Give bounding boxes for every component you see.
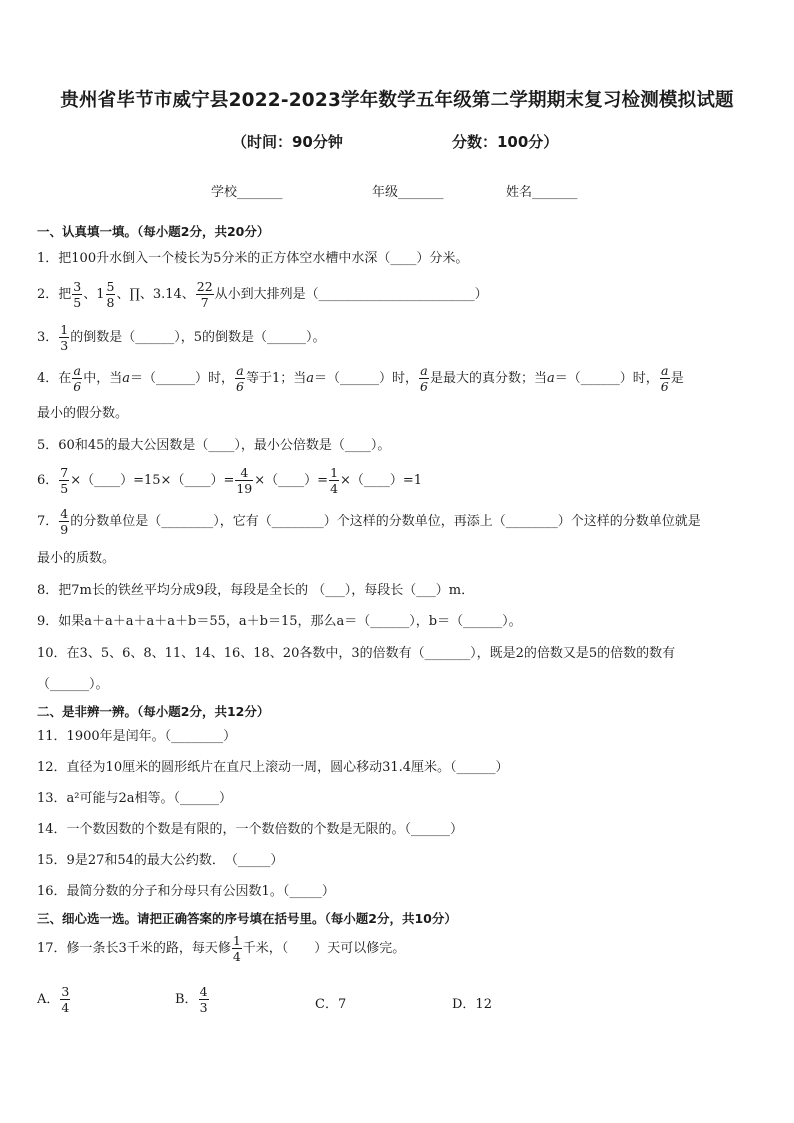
question-6: [37, 465, 422, 496]
section-3-heading: 三、细心选一选。请把正确答案的序号填在括号里。（每小题2分，共10分）: [37, 911, 457, 926]
q2-f1-den: 5: [73, 295, 82, 310]
q6-t3: ×（____）=1: [340, 473, 423, 488]
q6-t1: ×（____）=15×（____）=: [70, 473, 235, 488]
q6-fraction-3: [329, 465, 339, 496]
q3-f1-num: 1: [60, 322, 69, 337]
q2-fraction-1: [72, 279, 82, 310]
q2-suffix: 从小到大排列是（________________________）: [214, 287, 488, 302]
option-b-num: 4: [199, 984, 208, 999]
q17-f1-den: 4: [232, 949, 241, 964]
q7-prefix: 7．: [37, 514, 59, 529]
q6-f2-num: 4: [235, 465, 253, 481]
q4-t3: 等于1；当: [245, 371, 307, 386]
grade-field[interactable]: 年级_______: [372, 185, 444, 200]
q4-fraction-1: [72, 363, 82, 394]
q7-fraction: [59, 506, 69, 537]
q2-sep2: 、∏、3.14、: [116, 287, 195, 302]
option-a-label: A．: [37, 992, 60, 1007]
question-9: 9．如果a＋a＋a＋a＋a＋b＝55，a＋b＝15，那么a＝（______），b＝（______）。: [37, 614, 522, 629]
q2-f2-den: 8: [106, 295, 115, 310]
option-a-fraction: [60, 984, 70, 1015]
question-13: 13．a²可能与2a相等。（______）: [37, 791, 233, 806]
option-b-label: B．: [175, 992, 198, 1007]
question-3: [37, 322, 326, 353]
q4-fraction-3: [419, 363, 429, 394]
section-2-heading: 二、是非辨一辨。（每小题2分，共12分）: [37, 704, 270, 719]
q4-fa4-num: a: [661, 363, 669, 378]
q4-t2: ＝（______）时，: [130, 371, 235, 386]
q4-fa2-num: a: [236, 363, 244, 378]
q7-suffix: 的分数单位是（________），它有（________）个这样的分数单位，再添上（________）个这样的分数单位就是: [70, 514, 701, 529]
exam-score: 分数：100分）: [452, 133, 559, 151]
q4-t7: 是: [670, 371, 684, 386]
question-14: 14．一个数因数的个数是有限的，一个数倍数的个数是无限的。（______）: [37, 822, 464, 837]
question-16: 16．最简分数的分子和分母只有公因数1。（_____）: [37, 884, 335, 899]
q4-var-a-3: a: [547, 371, 555, 386]
q2-f2-num: 5: [106, 279, 115, 294]
q6-t2: ×（____）=: [254, 473, 329, 488]
q17-prefix: 17．修一条长3千米的路，每天修: [37, 941, 231, 956]
q4-t5: 是最大的真分数；当: [430, 371, 548, 386]
q6-fraction-2: [235, 465, 253, 496]
question-12: 12．直径为10厘米的圆形纸片在直尺上滚动一周，圆心移动31.4厘米。（______）: [37, 760, 509, 775]
q4-fa-num: a: [73, 363, 81, 378]
q7-f1-den: 9: [60, 522, 69, 537]
q4-var-a-1: a: [122, 371, 131, 386]
q17-suffix: 千米，（ ）天可以修完。: [242, 941, 406, 956]
q2-f3-num: 22: [196, 279, 213, 294]
q4-fa2-den: 6: [236, 379, 244, 394]
option-b-fraction: [199, 984, 209, 1015]
q3-prefix: 3．: [37, 330, 59, 345]
exam-time: （时间：90分钟: [232, 133, 343, 151]
question-7-line-2: 最小的质数。: [37, 551, 116, 566]
q7-f1-num: 4: [60, 506, 69, 521]
q2-f3-den: 7: [200, 295, 209, 310]
question-10-line-2: （______）。: [37, 677, 109, 692]
q6-f2-den: 19: [236, 481, 253, 496]
q2-prefix: 2．把: [37, 287, 72, 302]
question-4-line-2: 最小的假分数。: [37, 406, 129, 421]
question-1: 1．把100升水倒入一个棱长为5分米的正方体空水槽中水深（____）分米。: [37, 251, 469, 266]
q4-t1: 中，当: [83, 371, 123, 386]
q3-fraction: [59, 322, 69, 353]
q4-fa3-den: 6: [420, 379, 428, 394]
question-4: [37, 363, 684, 394]
question-17: [37, 933, 405, 964]
q2-sep1: 、1: [83, 287, 105, 302]
q6-fraction-1: [59, 465, 69, 496]
q4-fraction-2: [235, 363, 245, 394]
q3-suffix: 的倒数是（______），5的倒数是（______）。: [70, 330, 326, 345]
option-b-den: 3: [199, 1000, 208, 1015]
name-field[interactable]: 姓名_______: [506, 185, 578, 200]
q6-f3-num: 1: [330, 465, 339, 480]
option-d[interactable]: D．12: [452, 997, 492, 1012]
question-8: 8．把7m长的铁丝平均分成9段，每段是全长的 （___），每段长（___）m．: [37, 583, 475, 598]
page-title: 贵州省毕节市威宁县2022-2023学年数学五年级第二学期期末复习检测模拟试题: [60, 90, 734, 111]
q2-f1-num: 3: [73, 279, 82, 294]
option-a-num: 3: [61, 984, 70, 999]
q4-fa3-num: a: [420, 363, 428, 378]
question-11: 11．1900年是闰年。（________）: [37, 729, 237, 744]
q4-fraction-4: [660, 363, 670, 394]
q6-f1-den: 5: [60, 481, 69, 496]
question-5: 5．60和45的最大公因数是（____），最小公倍数是（____）。: [37, 438, 391, 453]
q4-prefix: 4．在: [37, 371, 72, 386]
section-1-heading: 一、认真填一填。（每小题2分，共20分）: [37, 224, 270, 239]
q4-fa4-den: 6: [660, 379, 669, 394]
q4-var-a-2: a: [306, 371, 315, 386]
question-7: [37, 506, 701, 537]
option-c[interactable]: C．7: [315, 997, 347, 1012]
q17-f1-num: 1: [232, 933, 241, 948]
question-15: 15．9是27和54的最大公约数． （_____）: [37, 853, 284, 868]
q3-f1-den: 3: [60, 338, 69, 353]
q4-t4: ＝（______）时，: [314, 371, 419, 386]
option-a-den: 4: [61, 1000, 70, 1015]
q6-f1-num: 7: [60, 465, 69, 480]
q2-fraction-3: [196, 279, 214, 310]
option-b[interactable]: [175, 984, 210, 1015]
q2-fraction-2: [106, 279, 116, 310]
q6-prefix: 6．: [37, 473, 59, 488]
school-field[interactable]: 学校_______: [211, 185, 283, 200]
q17-fraction: [232, 933, 242, 964]
q4-t6: ＝（______）时，: [554, 371, 659, 386]
question-10: 10．在3、5、6、8、11、14、16、18、20各数中，3的倍数有（_______），既是2的倍数又是5的倍数的数有: [37, 646, 676, 661]
q4-fa-den: 6: [73, 379, 82, 394]
q6-f3-den: 4: [330, 481, 339, 496]
question-2: [37, 279, 488, 310]
option-a[interactable]: [37, 984, 71, 1015]
